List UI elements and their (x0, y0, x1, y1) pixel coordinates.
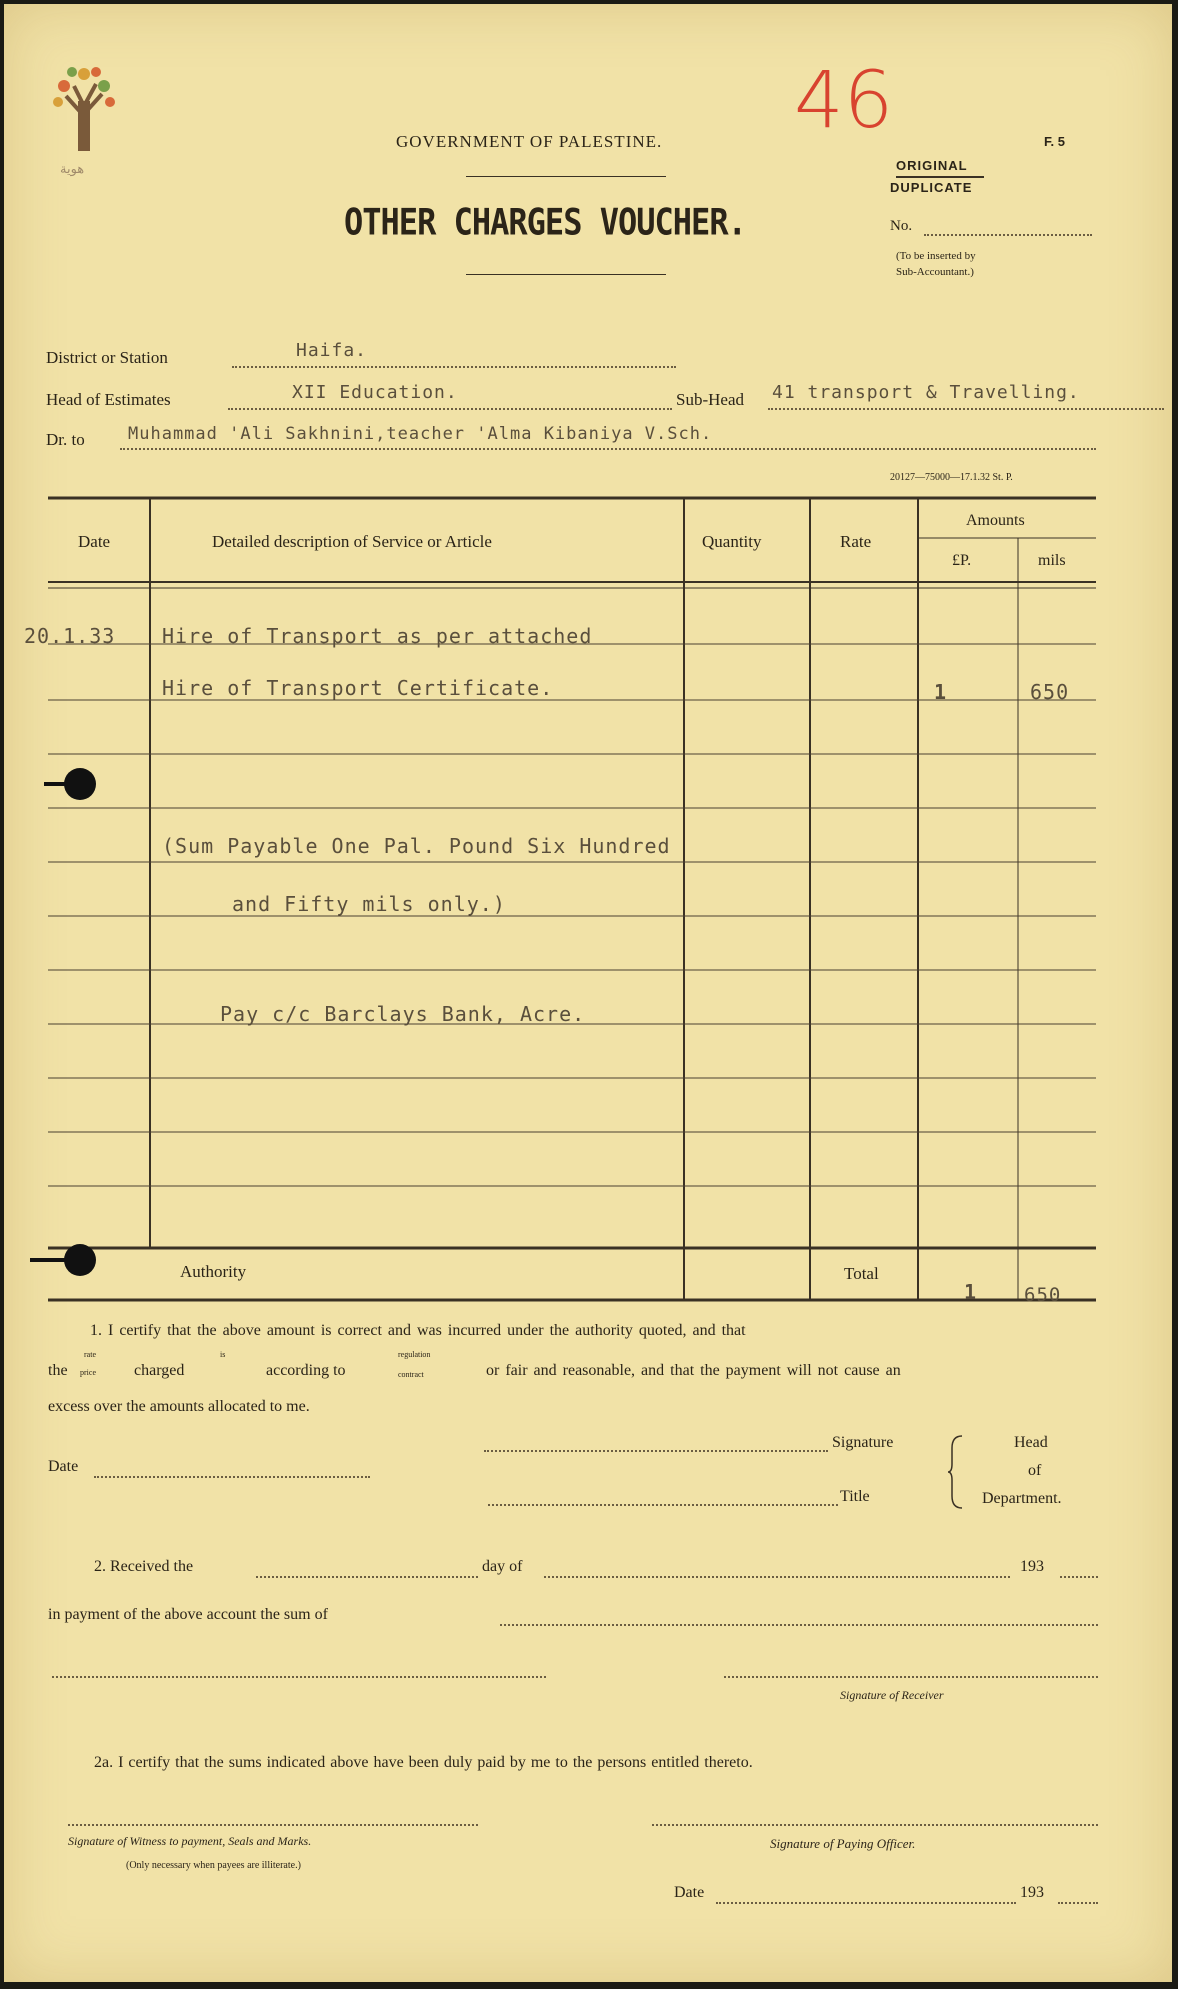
certify-date-label: Date (48, 1458, 79, 1475)
paid-year-line (1058, 1902, 1098, 1904)
received-payment-line: in payment of the above account the sum of (48, 1606, 328, 1623)
handwritten-number: 46 (794, 56, 894, 146)
certify-signature-line (484, 1450, 828, 1452)
government-heading: GOVERNMENT OF PALESTINE. (396, 132, 663, 151)
header-mils: mils (1038, 552, 1066, 569)
witness-note: (Only necessary when payees are illiterate.) (126, 1860, 301, 1871)
header-date: Date (78, 532, 111, 551)
description-line-4: and Fifty mils only.) (232, 892, 506, 916)
received-year-line (1060, 1576, 1098, 1578)
inserted-note-1: (To be inserted by (896, 250, 976, 262)
certify-is-small: is (220, 1350, 226, 1359)
dr-label: Dr. to (46, 430, 85, 449)
received-month-line (544, 1576, 1010, 1578)
received-sum-line-2 (52, 1676, 546, 1678)
print-code: 20127—75000—17.1.32 St. P. (890, 472, 1013, 483)
paying-officer-line (652, 1824, 1098, 1826)
witness-signature-label: Signature of Witness to payment, Seals and Marks. (68, 1834, 312, 1848)
voucher-table-grid (4, 4, 1172, 1324)
paid-date-line (716, 1902, 1016, 1904)
authority-label: Authority (180, 1262, 247, 1281)
voucher-page (4, 4, 1172, 1982)
certify-charged: charged (134, 1362, 185, 1379)
form-code: F. 5 (1044, 134, 1065, 149)
line-pounds: 1 (934, 680, 948, 704)
certify-the: the (48, 1362, 68, 1379)
certify-title-label: Title (840, 1488, 870, 1505)
certify-title-line (488, 1504, 838, 1506)
certify-line-3: excess over the amounts allocated to me. (48, 1398, 310, 1415)
head-value: XII Education. (292, 382, 458, 403)
certify-regulation-small: regulation (398, 1350, 431, 1359)
header-quantity: Quantity (702, 532, 762, 551)
total-pounds: 1 (964, 1280, 978, 1304)
receiver-signature-line (724, 1676, 1098, 1678)
paid-statement: 2a. I certify that the sums indicated above have been duly paid by me to the persons entitled thereto. (94, 1754, 753, 1771)
certify-head-label: Head (1014, 1434, 1048, 1451)
duplicate-label: DUPLICATE (890, 180, 973, 195)
receiver-signature-label: Signature of Receiver (840, 1688, 944, 1702)
certify-contract-small: contract (398, 1370, 424, 1379)
description-line-5: Pay c/c Barclays Bank, Acre. (220, 1002, 586, 1026)
certify-price-small: price (80, 1368, 96, 1377)
district-value: Haifa. (296, 340, 368, 361)
total-label: Total (844, 1264, 879, 1283)
voucher-title: OTHER CHARGES VOUCHER. (344, 200, 746, 244)
received-day-of: day of (482, 1558, 523, 1575)
subhead-value: 41 transport & Travelling. (772, 382, 1080, 403)
header-pounds: £P. (952, 552, 972, 569)
certify-according: according to (266, 1362, 346, 1379)
header-amounts: Amounts (966, 512, 1025, 529)
received-prefix: 2. Received the (94, 1558, 194, 1575)
original-label: ORIGINAL (896, 158, 968, 173)
paid-date-label: Date (674, 1884, 705, 1901)
certify-signature-label: Signature (832, 1434, 894, 1451)
line-mils: 650 (1030, 680, 1070, 704)
header-rate: Rate (840, 532, 872, 551)
total-mils: 650 (1024, 1284, 1062, 1306)
paying-officer-label: Signature of Paying Officer. (770, 1836, 916, 1851)
received-year: 193 (1020, 1558, 1044, 1575)
certify-line-2: or fair and reasonable, and that the payment will not cause an (486, 1362, 901, 1379)
received-day-line (256, 1576, 478, 1578)
certify-rate-small: rate (84, 1350, 96, 1359)
subhead-label: Sub-Head (676, 390, 744, 409)
certify-date-line (94, 1476, 370, 1478)
description-line-3: (Sum Payable One Pal. Pound Six Hundred (162, 834, 671, 858)
received-sum-line (500, 1624, 1098, 1626)
header-description: Detailed description of Service or Article (212, 532, 492, 551)
district-label: District or Station (46, 348, 168, 367)
dr-value: Muhammad 'Ali Sakhnini,teacher 'Alma Kibaniya V.Sch. (128, 424, 713, 444)
certify-department-label: Department. (982, 1490, 1062, 1507)
logo-caption: هوية (60, 162, 85, 177)
description-line-2: Hire of Transport Certificate. (162, 676, 554, 700)
description-line-1: Hire of Transport as per attached (162, 624, 593, 648)
paid-year: 193 (1020, 1884, 1044, 1901)
certify-of-label: of (1028, 1462, 1042, 1479)
voucher-no-label: No. (890, 218, 913, 234)
head-label: Head of Estimates (46, 390, 171, 409)
witness-signature-line (68, 1824, 478, 1826)
certify-line-1: 1. I certify that the above amount is correct and was incurred under the authority quoted, and that (90, 1322, 746, 1339)
inserted-note-2: Sub-Accountant.) (896, 266, 974, 278)
entry-date: 20.1.33 (24, 624, 116, 648)
brace-icon (946, 1434, 966, 1510)
